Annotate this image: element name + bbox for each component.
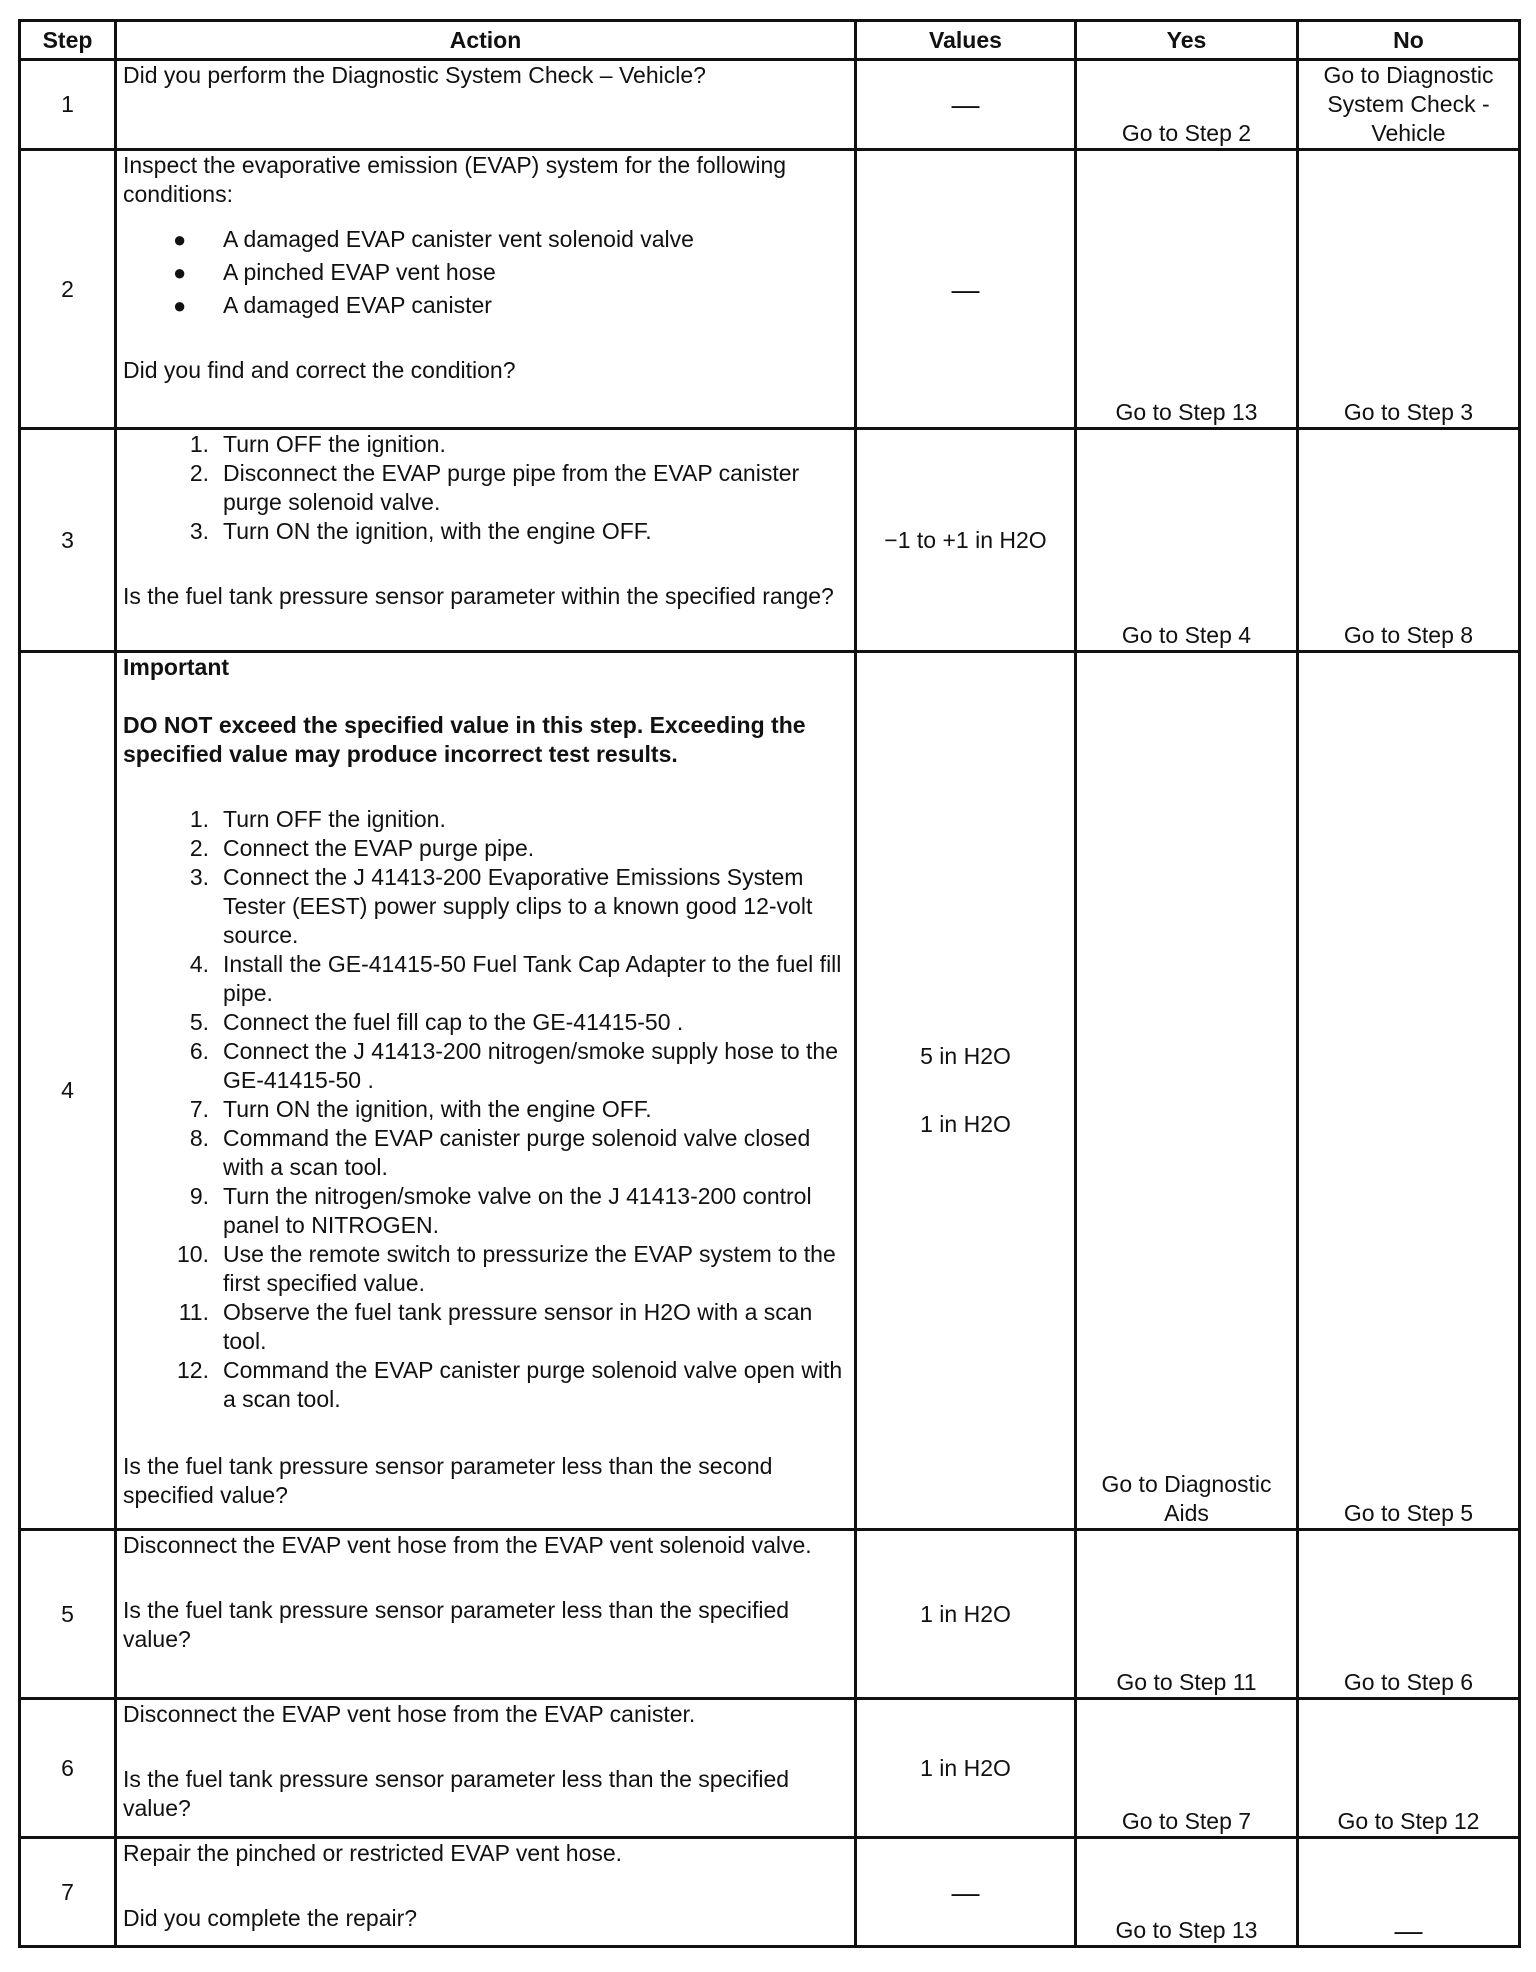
yes-cell: Go to Step 2	[1076, 60, 1298, 150]
value-second: 1 in H2O	[920, 1111, 1011, 1137]
list-item: 5. Connect the fuel fill cap to the GE-41415-50 .	[189, 1009, 684, 1035]
action-cell	[116, 1530, 856, 1699]
step-number: 2	[20, 150, 116, 429]
action-question: Did you complete the repair?	[123, 1905, 418, 1931]
yes-cell: Go to Step 13	[1076, 1838, 1298, 1947]
values-cell: —	[856, 1838, 1076, 1947]
bullet-icon: ●	[173, 260, 187, 285]
list-item: ● A pinched EVAP vent hose	[123, 256, 848, 289]
diagnostic-table	[18, 19, 1521, 1948]
action-question: Is the fuel tank pressure sensor parameter less than the specified value?	[123, 1597, 790, 1652]
no-cell: Go to Step 6	[1298, 1530, 1520, 1699]
no-cell: Go to Step 8	[1298, 429, 1520, 652]
step-number: 7	[20, 1838, 116, 1947]
list-item: 3. Connect the J 41413-200 Evaporative Emissions System Tester (EEST) power supply clips to a known good 12-volt source.	[189, 864, 813, 948]
step-number: 5	[20, 1530, 116, 1699]
action-text: Disconnect the EVAP vent hose from the EVAP canister.	[123, 1701, 696, 1727]
action-cell	[116, 429, 856, 652]
values-cell: −1 to +1 in H2O	[856, 429, 1076, 652]
table-row	[20, 150, 1520, 429]
yes-cell: Go to Diagnostic Aids	[1076, 652, 1298, 1530]
action-cell	[116, 150, 856, 429]
no-cell: Go to Step 12	[1298, 1699, 1520, 1838]
bullet-icon: ●	[173, 227, 187, 252]
header-action: Action	[116, 21, 856, 60]
list-item: ● A damaged EVAP canister vent solenoid valve	[123, 223, 848, 256]
procedure-list	[123, 430, 848, 546]
list-item: 10. Use the remote switch to pressurize the EVAP system to the first specified value.	[177, 1241, 836, 1296]
action-question: Is the fuel tank pressure sensor parameter within the specified range?	[123, 583, 834, 609]
list-item: 7. Turn ON the ignition, with the engine OFF.	[189, 1096, 652, 1122]
condition-list	[123, 223, 848, 322]
action-cell	[116, 652, 856, 1530]
action-cell	[116, 60, 856, 150]
table-row	[20, 1530, 1520, 1699]
header-no: No	[1298, 21, 1520, 60]
table-row	[20, 652, 1520, 1530]
table-row	[20, 1838, 1520, 1947]
step-number: 6	[20, 1699, 116, 1838]
bullet-icon: ●	[173, 293, 187, 318]
no-cell: Go to Step 5	[1298, 652, 1520, 1530]
list-item: ● A damaged EVAP canister	[123, 289, 848, 322]
procedure-list	[123, 805, 848, 1414]
action-cell	[116, 1838, 856, 1947]
no-cell: Go to Step 3	[1298, 150, 1520, 429]
header-step: Step	[20, 21, 116, 60]
list-item: 9. Turn the nitrogen/smoke valve on the J 41413-200 control panel to NITROGEN.	[189, 1183, 812, 1238]
important-label: Important	[123, 654, 230, 680]
action-text: Disconnect the EVAP vent hose from the EVAP vent solenoid valve.	[123, 1532, 812, 1558]
list-item: 4. Install the GE-41415-50 Fuel Tank Cap Adapter to the fuel fill pipe.	[189, 951, 842, 1006]
list-item: 2. Connect the EVAP purge pipe.	[189, 835, 535, 861]
value-first: 5 in H2O	[920, 1043, 1011, 1069]
values-cell: —	[856, 150, 1076, 429]
step-number: 4	[20, 652, 116, 1530]
yes-cell: Go to Step 4	[1076, 429, 1298, 652]
action-text: Repair the pinched or restricted EVAP vent hose.	[123, 1840, 623, 1866]
list-item: 3. Turn ON the ignition, with the engine OFF.	[189, 518, 652, 544]
table-row	[20, 1699, 1520, 1838]
list-item: 1. Turn OFF the ignition.	[189, 806, 446, 832]
yes-cell: Go to Step 7	[1076, 1699, 1298, 1838]
action-question: Did you find and correct the condition?	[123, 357, 516, 383]
table-row	[20, 60, 1520, 150]
table-row	[20, 429, 1520, 652]
action-question: Is the fuel tank pressure sensor parameter less than the second specified value?	[123, 1453, 773, 1508]
important-text: DO NOT exceed the specified value in this step. Exceeding the specified value may produce incorrect test results.	[123, 712, 806, 767]
header-values: Values	[856, 21, 1076, 60]
step-number: 3	[20, 429, 116, 652]
list-item: 8. Command the EVAP canister purge solenoid valve closed with a scan tool.	[189, 1125, 811, 1180]
header-row	[20, 21, 1520, 60]
values-cell: —	[856, 60, 1076, 150]
list-item: 6. Connect the J 41413-200 nitrogen/smoke supply hose to the GE-41415-50 .	[189, 1038, 839, 1093]
values-cell: 1 in H2O	[856, 1530, 1076, 1699]
list-item: 12. Command the EVAP canister purge solenoid valve open with a scan tool.	[177, 1357, 843, 1412]
list-item: 11. Observe the fuel tank pressure sensor in H2O with a scan tool.	[178, 1299, 813, 1354]
action-cell	[116, 1699, 856, 1838]
action-text: Did you perform the Diagnostic System Check – Vehicle?	[123, 62, 706, 88]
action-question: Is the fuel tank pressure sensor parameter less than the specified value?	[123, 1766, 790, 1821]
list-item: 1. Turn OFF the ignition.	[189, 431, 446, 457]
step-number: 1	[20, 60, 116, 150]
action-intro: Inspect the evaporative emission (EVAP) system for the following conditions:	[123, 152, 787, 207]
values-cell: 1 in H2O	[856, 1699, 1076, 1838]
no-cell: Go to Diagnostic System Check - Vehicle	[1298, 60, 1520, 150]
header-yes: Yes	[1076, 21, 1298, 60]
yes-cell: Go to Step 13	[1076, 150, 1298, 429]
values-cell	[856, 652, 1076, 1530]
no-cell: —	[1298, 1838, 1520, 1947]
yes-cell: Go to Step 11	[1076, 1530, 1298, 1699]
list-item: 2. Disconnect the EVAP purge pipe from the EVAP canister purge solenoid valve.	[189, 460, 800, 515]
